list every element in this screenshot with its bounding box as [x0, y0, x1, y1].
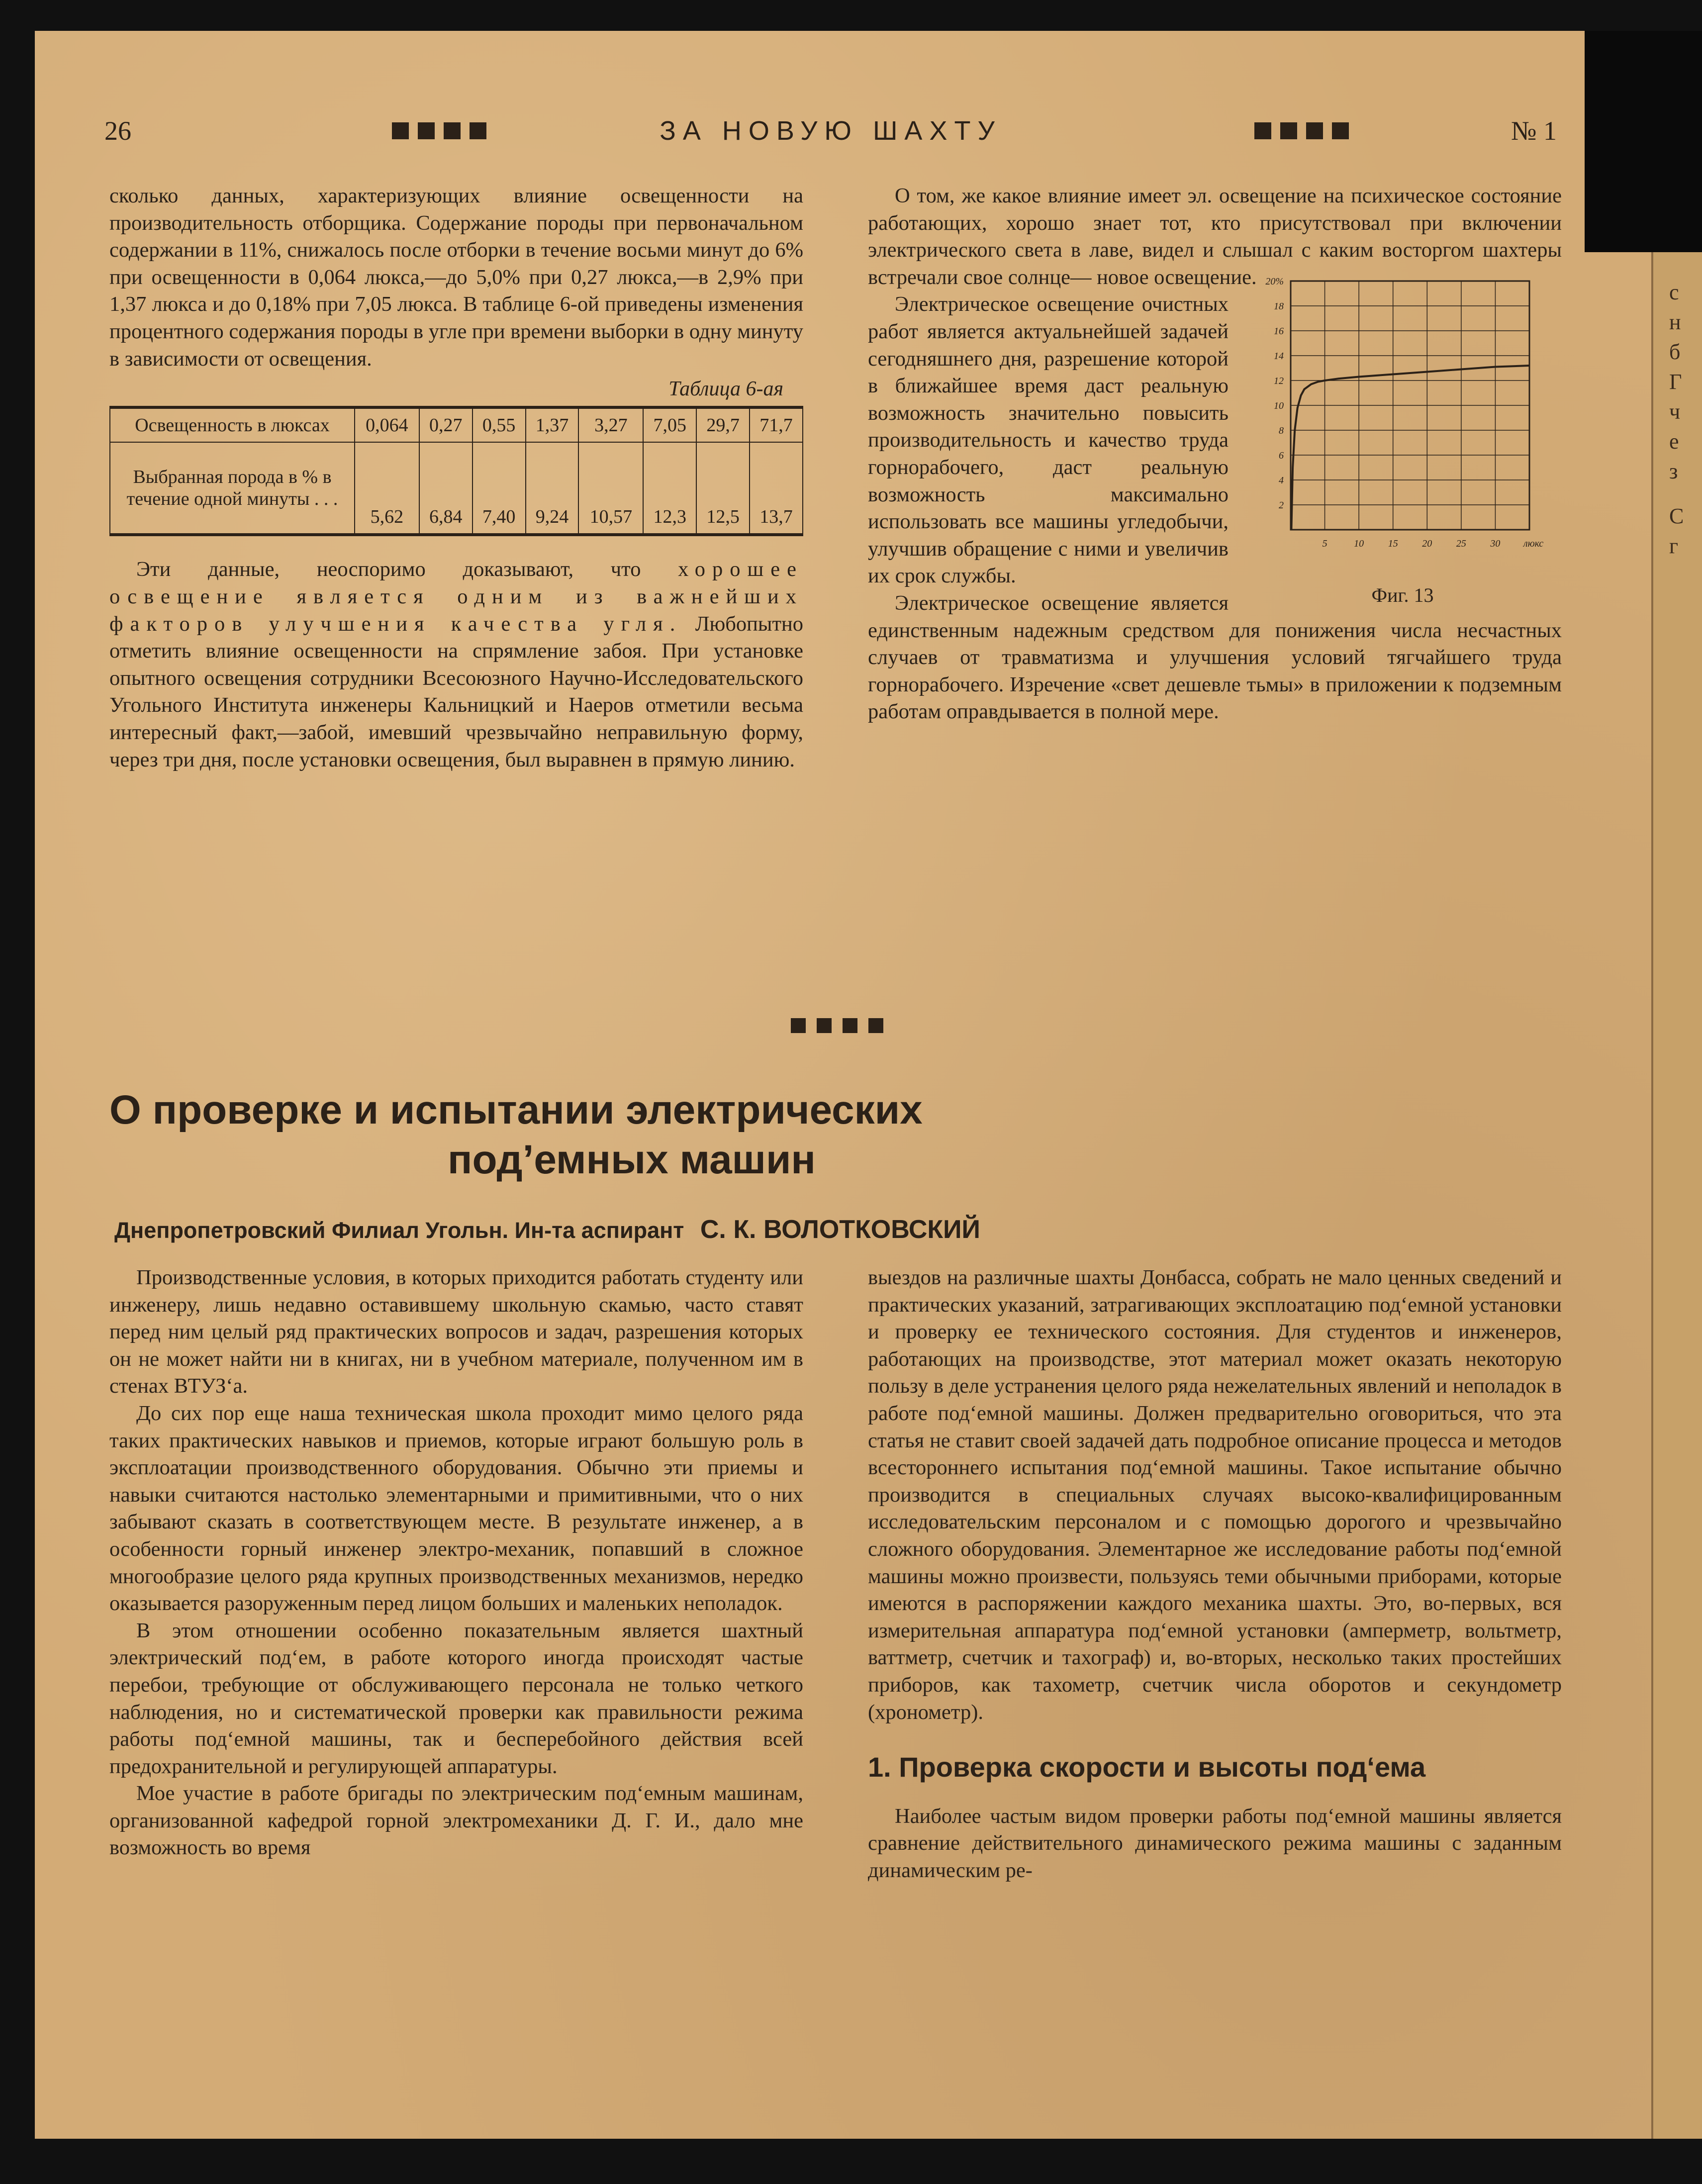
table-6 — [109, 406, 803, 537]
table-cell: 9,24 — [526, 442, 579, 535]
table-row-label: Освещенность в люксах — [110, 407, 355, 443]
spaced-emphasis: хорошее освещение является одним из важнейших факторов улучшения качества угля. — [109, 558, 804, 636]
article-right-column — [868, 1264, 1562, 1884]
paragraph: выездов на различные шахты Донбасса, собрать не мало ценных сведений и практических указаний, затрагивающих эксплоатацию под‘емной установки и проверку ее технического состояния. Для студентов и инженеров, работающих на производстве, этот материал может оказать некоторую пользу в деле устранения целого ряда нежелательных явлений и неполадок в работе под‘емной машины. Должен предварительно оговориться, что эта статья не ставит своей задачей дать подробное описание процесса и методов всестороннего испытания под‘емной машины. Такое испытание обычно производится в специальных случаях высоко-квалифицированным исследовательским персоналом и с помощью дорогого и чрезвычайно сложного оборудования. Элементарное же исследование работы под‘емной машины можно произвести, пользуясь теми обычными приборами, которые имеются в распоряжении каждого механика шахты. Это, во-первых, вся измерительная аппаратура под‘емной установки (амперметр, вольтметр, ваттметр, счетчик и тахограф) и, во-вторых, несколько таких простейших приборов, как тахометр, счетчик числа оборотов и секундометр (хронометр). — [868, 1266, 1562, 1724]
table-row — [110, 407, 803, 443]
section-ornament — [791, 1018, 883, 1033]
article-title-line: под’емных машин — [448, 1137, 816, 1182]
scanned-page-frame — [35, 31, 1702, 2139]
table-row-label: Выбранная порода в % в течение одной минуты . . . — [110, 442, 355, 535]
x-tick-label: 15 — [1388, 538, 1398, 550]
figure-caption: Фиг. 13 — [1371, 583, 1434, 606]
adjacent-page-char: з — [1669, 459, 1678, 483]
x-tick-label: 30 — [1490, 538, 1501, 550]
x-unit-label: люкс — [1523, 538, 1544, 550]
chart-svg — [1243, 256, 1562, 574]
y-tick-label: 6 — [1279, 450, 1284, 462]
table-cell: 7,40 — [473, 442, 526, 535]
adjacent-page-char: с — [1669, 280, 1679, 304]
y-tick-label: 20% — [1265, 276, 1284, 287]
byline-affiliation: Днепропетровский Филиал Угольн. Ин-та аспирант — [114, 1218, 684, 1243]
y-tick-label: 8 — [1279, 425, 1284, 437]
y-tick-label: 10 — [1274, 400, 1284, 412]
adjacent-page-char: б — [1669, 340, 1681, 364]
paragraph: Электрическое освещение является единственным надежным средством для понижения числа несчастных случаев от травматизма и улучшения условий тягчайшего труда горнорабочего. Изречение «свет дешевле тьмы» в приложении к подземным работам оправдывается в полной мере. — [868, 591, 1562, 724]
table-cell: 13,7 — [750, 442, 803, 535]
figure-13 — [1243, 256, 1562, 606]
x-tick-label: 10 — [1354, 538, 1364, 550]
issue-number: № 1 — [1511, 116, 1557, 146]
table-cell: 1,37 — [526, 407, 579, 443]
black-scan-tab — [1585, 31, 1702, 252]
table-cell: 10,57 — [578, 442, 643, 535]
y-tick-label: 2 — [1279, 500, 1284, 511]
table-cell: 5,62 — [355, 442, 419, 535]
text-run: Эти данные, неоспоримо доказывают, что — [136, 558, 641, 581]
y-tick-label: 16 — [1274, 326, 1284, 337]
paragraph — [109, 556, 803, 773]
y-tick-label: 12 — [1274, 376, 1284, 387]
adjacent-page-char: С — [1669, 504, 1684, 528]
table-cell: 12,5 — [696, 442, 750, 535]
x-tick-label: 25 — [1456, 538, 1466, 550]
x-tick-label: 5 — [1322, 538, 1327, 550]
y-tick-label: 14 — [1274, 351, 1284, 362]
adjacent-page-char: г — [1669, 534, 1679, 558]
top-left-column — [109, 183, 803, 773]
adjacent-page-char: н — [1669, 310, 1681, 334]
adjacent-page-char: ч — [1669, 399, 1681, 424]
table-row — [110, 442, 803, 535]
text-run: Любопытно отметить влияние освещенности на спрямление забоя. При установке опытного освещения сотрудники Всесоюзного Научно-Исследовательского Угольного Института инженеры Кальницкий и Наеров отметили весьма интересный факт,—забой, имевший чрезвычайно неправильную форму, через три дня, после установки освещения, был выравнен в прямую линию. — [109, 612, 804, 771]
x-tick-label: 20 — [1422, 538, 1432, 550]
running-header — [104, 115, 1557, 150]
table-cell: 0,55 — [473, 407, 526, 443]
table-caption: Таблица 6-ая — [668, 378, 783, 401]
byline-author: С. К. ВОЛОТКОВСКИЙ — [700, 1215, 980, 1244]
table-cell: 7,05 — [643, 407, 696, 443]
paragraph: В этом отношении особенно показательным является шахтный электрический под‘ем, в работе которого иногда происходят частые перебои, требующие от обслуживающего персонала не только четкого наблюдения, но и систематической проверки как правильности режима работы под‘емной машины, так и бесперебойного действия всей предохранительной и регулирующей аппаратуры. — [109, 1618, 803, 1778]
top-right-column — [868, 183, 1562, 726]
section-heading: 1. Проверка скорости и высоты под‘ема — [868, 1751, 1426, 1783]
paragraph: До сих пор еще наша техническая школа проходит мимо целого ряда таких практических навыков и приемов, которые играют большую роль в эксплоатации производственного оборудования. Обычно эти приемы и навыки считаются настолько элементарными и примитивными, что о них забывают сказать в соответствующем месте. В результате инженер, а в особенности горный инженер электро-механик, попавший в сложное многообразие целого ряда крупных производственных механизмов, нередко оказывается разоруженным перед лицом больших и маленьких неполадок. — [109, 1401, 803, 1615]
paragraph: Электрическое освещение очистных работ является актуальнейшей задачей сегодняшнего дня, разрешение которой в ближайшее время даст реальную возможность значительно повысить производительность и качество труда горнорабочего, даст реальную возможность максимально использовать все машины угледобычи, улучшив обращение с ними и увеличив их срок службы. — [868, 292, 1229, 588]
paragraph: Производственные условия, в которых приходится работать студенту или инженеру, лишь недавно оставившему школьную скамью, часто ставят перед ним целый ряд практических вопросов и задач, разрешения которых он не может найти ни в книгах, ни в учебном материале, полученном им в стенах ВТУЗ‘а. — [109, 1266, 803, 1398]
paragraph: Наиболее частым видом проверки работы под‘емной машины является сравнение действительного динамического режима машины с заданным динамическим ре- — [868, 1804, 1562, 1882]
paragraph: Мое участие в работе бригады по электрическим под‘емным машинам, организованной кафедрой горной электромеханики Д. Г. И., дало мне возможность во время — [109, 1782, 803, 1860]
table-cell: 0,27 — [419, 407, 473, 443]
article-title-line: О проверке и испытании электрических — [109, 1087, 923, 1133]
byline — [114, 1215, 980, 1244]
paragraph: сколько данных, характеризующих влияние освещенности на производительность отборщика. Содержание породы при первоначальном содержании в 11%, снижалось после отборки в течение восьми минут до 6% при освещенности в 0,064 люкса,—до 5,0% при 0,27 люкса,—в 2,9% при 1,37 люкса и до 0,18% при 7,05 люкса. В таблице 6-ой приведены изменения процентного содержания породы в угле при времени выборки в одну минуту в зависимости от освещения. — [109, 184, 803, 371]
article-title — [109, 1085, 1104, 1185]
journal-title: ЗА НОВУЮ ШАХТУ — [660, 116, 1002, 146]
table-cell: 12,3 — [643, 442, 696, 535]
page-number: 26 — [104, 116, 131, 146]
table-cell: 3,27 — [578, 407, 643, 443]
y-tick-label: 18 — [1274, 301, 1284, 312]
table-cell: 0,064 — [355, 407, 419, 443]
journal-page — [35, 31, 1651, 2139]
y-tick-label: 4 — [1279, 475, 1284, 486]
adjacent-page-char: е — [1669, 429, 1679, 454]
adjacent-page-edge — [1651, 31, 1702, 2139]
table-cell: 6,84 — [419, 442, 473, 535]
table-cell: 71,7 — [750, 407, 803, 443]
adjacent-page-char: Г — [1669, 370, 1682, 394]
table-cell: 29,7 — [696, 407, 750, 443]
header-ornament-right — [1254, 122, 1349, 139]
paragraph: О том, же какое влияние имеет эл. освещение на психическое состояние работающих, хорошо знает тот, кто присутствовал при включении электрического света в лаве, видел и слышал с каким восторгом шахтеры встречали свое солнце— новое освещение. — [868, 184, 1562, 289]
article-left-column — [109, 1264, 803, 1862]
